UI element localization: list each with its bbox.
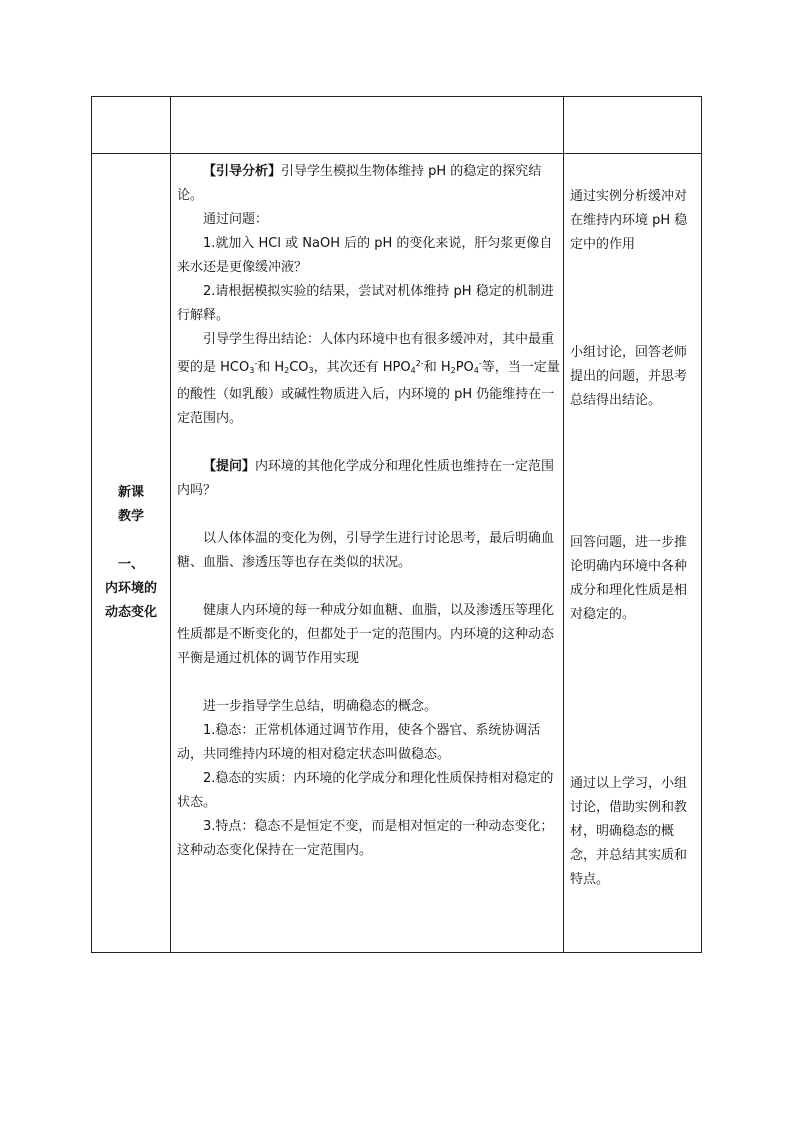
lesson-table xyxy=(91,96,702,953)
column-divider xyxy=(563,97,564,952)
label-line: 内环境的 xyxy=(104,580,157,596)
student-activity: 通过以上学习，小组讨论，借助实例和教材，明确稳态的概念，并总结其实质和特点。 xyxy=(570,776,688,887)
paragraph: 1.稳态：正常机体通过调节作用，使各个器官、系统协调活动，共同维持内环境的相对稳定状态叫做稳态。 xyxy=(177,723,541,762)
paragraph: 3.特点：稳态不是恒定不变，而是相对恒定的一种动态变化；这种动态变化保持在一定范围内。 xyxy=(177,819,554,858)
paragraph: 健康人内环境的每一种成分如血糖、血脂，以及渗透压等理化性质都是不断变化的，但都处于一定的范围内。内环境的这种动态平衡是通过机体的调节作用实现 xyxy=(177,603,555,666)
paragraph: 2.稳态的实质：内环境的化学成分和理化性质保持相对稳定的状态。 xyxy=(177,771,554,810)
paragraph: 通过问题： xyxy=(203,212,269,227)
student-activity: 回答问题，进一步推论明确内环境中各种成分和理化性质是相对稳定的。 xyxy=(570,535,688,622)
student-activity: 小组讨论，回答老师提出的问题，并思考总结得出结论。 xyxy=(570,345,688,408)
teaching-content xyxy=(177,160,561,863)
label-line: 一、 xyxy=(117,556,144,572)
label-line: 教学 xyxy=(117,508,144,524)
student-activity: 通过实例分析缓冲对在维持内环境 pH 稳定中的作用 xyxy=(570,189,688,252)
paragraph: 以人体体温的变化为例，引导学生进行讨论思考，最后明确血糖、血脂、渗透压等也存在类似的状况。 xyxy=(177,531,555,570)
bracket-tag: 【提问】 xyxy=(203,459,256,474)
label-line: 新课 xyxy=(117,484,144,500)
paragraph: 1.就加入 HCl 或 NaOH 后的 pH 的变化来说，肝匀浆更像自来水还是更像缓冲液？ xyxy=(177,236,553,275)
paragraph: 2.请根据模拟实验的结果，尝试对机体维持 pH 稳定的机制进行解释。 xyxy=(177,284,554,323)
paragraph: 引导学生得出结论：人体内环境中也有很多缓冲对，其中最重要的是 $HCO_3^-$和 $H_2CO_3$，其次还有 $HPO_4^{2-}$和 $H_2PO_4^-$等，当一定量的酸性（如乳酸）或碱性物质进入后，内环境的 pH 仍能维持在一定范围内。 xyxy=(177,332,560,426)
paragraph: 【提问】内环境的其他化学成分和理化性质也维持在一定范围内吗？ xyxy=(177,459,555,498)
label-line: 动态变化 xyxy=(104,604,157,620)
section-label xyxy=(92,153,170,952)
paragraph: 【引导分析】引导学生模拟生物体维持 pH 的稳定的探究结论。 xyxy=(177,164,542,203)
column-divider xyxy=(170,97,171,952)
bracket-tag: 【引导分析】 xyxy=(203,164,282,179)
paragraph: 进一步指导学生总结，明确稳态的概念。 xyxy=(203,699,438,714)
row-divider xyxy=(92,153,701,154)
